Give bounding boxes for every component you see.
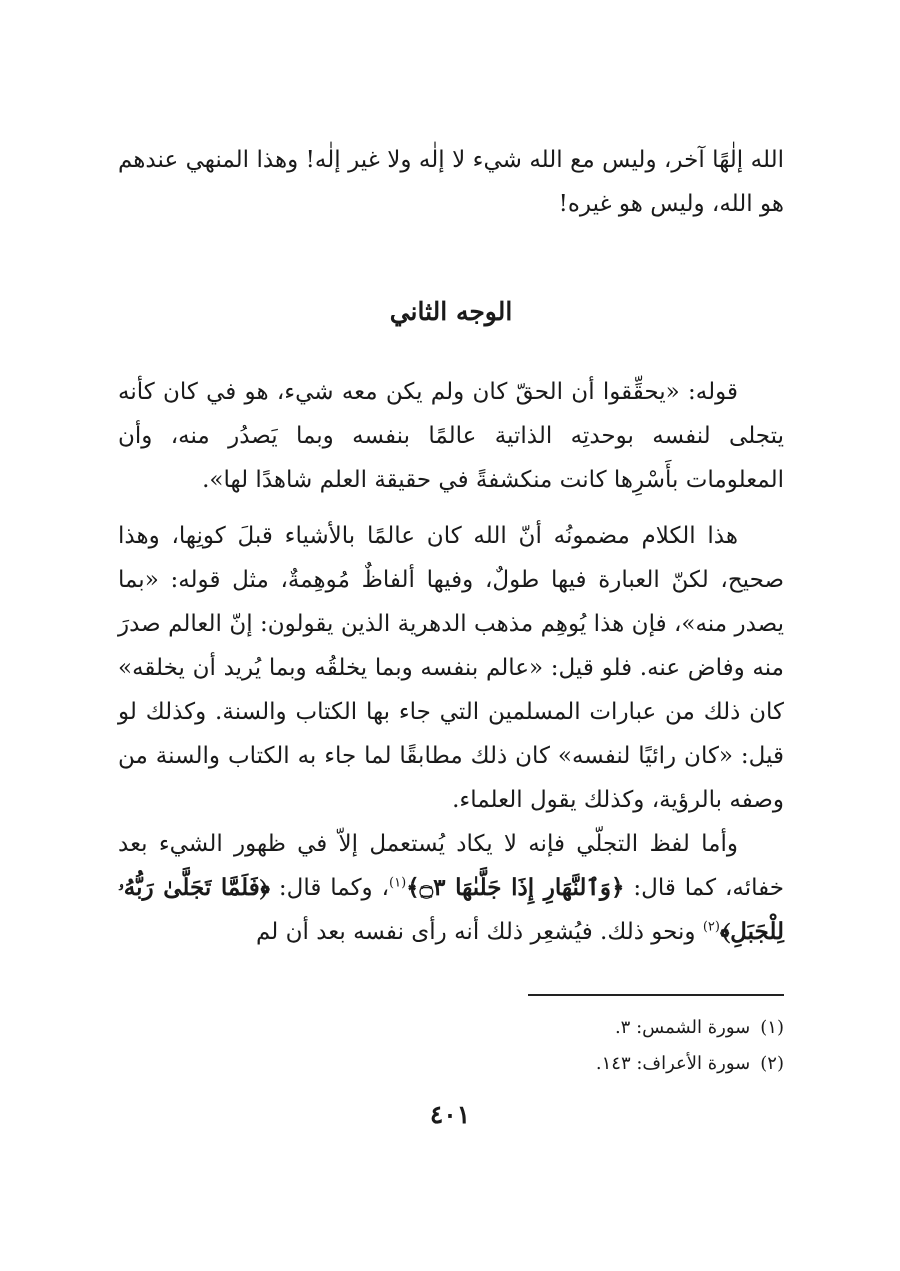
footnotes-list bbox=[118, 1010, 784, 1082]
paragraph-commentary: هذا الكلام مضمونُه أنّ الله كان عالمًا بالأشياء قبلَ كونِها، وهذا صحيح، لكنّ العبارة فيها طولٌ، وفيها ألفاظٌ مُوهِمةٌ، مثل قوله: «بما يصدر منه»، فإن هذا يُوهِم مذهب الدهرية الذين يقولون: إنّ العالم صدرَ منه وفاض عنه. فلو قيل: «عالم بنفسه وبما يخلقُه وبما يُريد أن يخلقه» كان ذلك من عبارات المسلمين التي جاء بها الكتاب والسنة. وكذلك لو قيل: «كان رائيًا لنفسه» كان ذلك مطابقًا لما جاء به الكتاب والسنة من وصفه بالرؤية، وكذلك يقول العلماء. bbox=[118, 523, 784, 813]
paragraph-tajalli-text-c: ونحو ذلك. فيُشعِر ذلك أنه رأى نفسه بعد أن لم bbox=[255, 919, 703, 945]
paragraph-quote: قوله: «يحقِّقوا أن الحقّ كان ولم يكن معه شيء، هو في كان كأنه يتجلى لنفسه بوحدتِه الذاتية عالمًا بنفسه وبما يَصدُر منه، وأن المعلومات بأَسْرِها كانت منكشفةً في حقيقة العلم شاهدًا لها». bbox=[118, 379, 784, 493]
section-heading: الوجه الثاني bbox=[389, 297, 513, 326]
quran-verse-araf: ﴿فَلَمَّا تَجَلَّىٰ رَبُّهُۥ لِلْجَبَلِ﴾ bbox=[118, 874, 784, 945]
paragraph-tajalli bbox=[118, 822, 784, 954]
footnote-ref-2: (٢) bbox=[702, 919, 720, 935]
footnote-text: سورة الأعراف: ١٤٣. bbox=[595, 1053, 751, 1074]
footnote-ref-1: (١) bbox=[389, 875, 407, 891]
quran-verse-shams: ﴿وَٱلنَّهَارِ إِذَا جَلَّىٰهَا ۝٣﴾ bbox=[406, 874, 625, 901]
intro-paragraph: الله إلٰهًا آخر، وليس مع الله شيء لا إلٰه ولا غير إلٰه! وهذا المنهي عندهم هو الله، وليس هو غيره! bbox=[118, 147, 784, 217]
page-number: ٤٠١ bbox=[429, 1100, 471, 1129]
paragraph-tajalli-text-a: وأما لفظ التجلّي فإنه لا يكاد يُستعمل إلاّ في ظهور الشيء بعد خفائه، كما قال: bbox=[118, 831, 784, 901]
footnote-number: (١) bbox=[760, 1017, 784, 1038]
footnote-item bbox=[118, 1010, 784, 1046]
paragraph-tajalli-text-b: ، وكما قال: bbox=[269, 875, 390, 901]
footnote-text: سورة الشمس: ٣. bbox=[614, 1017, 751, 1038]
footnote-number: (٢) bbox=[760, 1053, 784, 1074]
footnote-divider bbox=[528, 994, 784, 996]
footnote-item bbox=[118, 1046, 784, 1082]
